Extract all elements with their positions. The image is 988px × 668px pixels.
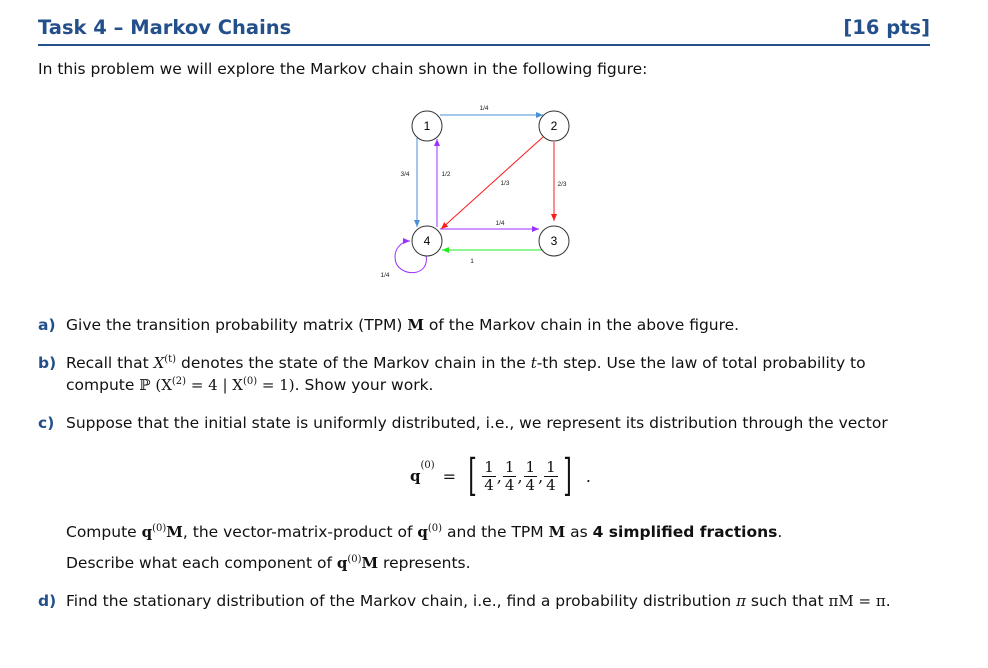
text: -th step. Use the law of total probability to [536, 354, 866, 373]
text: . Show your work. [294, 376, 434, 395]
edge-label-2-4: 1/3 [500, 180, 510, 187]
comma: , [517, 466, 523, 486]
node-label-4: 4 [423, 234, 431, 248]
fraction: $\frac{1}{4}$ [546, 457, 556, 494]
text: . [885, 592, 891, 610]
markov-chain-figure [360, 95, 600, 285]
text: compute [66, 376, 140, 395]
intro-text: In this problem we will explore the Markov chain shown in the following figure: [38, 60, 648, 78]
text: Find the stationary distribution of the Markov chain, i.e., find a probability distribution [66, 592, 737, 610]
edge-label-3-4: 1 [470, 258, 474, 265]
math-sup: (0) [427, 523, 443, 534]
math-M: M [548, 523, 566, 542]
math-q: q [336, 554, 348, 573]
math-equals: = [442, 466, 457, 486]
bold-text: 4 simplified fractions [592, 523, 778, 542]
math-pi: π [736, 592, 746, 610]
math-stationary-eq: πM = π [828, 592, 886, 610]
math-expr: = 4 | X [186, 376, 243, 395]
math-M: M [361, 554, 379, 573]
text: Describe what each component of [66, 554, 337, 573]
math-sup: (0) [420, 460, 435, 471]
math-M: M [407, 316, 424, 334]
part-c-line3 [66, 554, 471, 572]
math-sup: (2) [171, 376, 187, 387]
part-c-line2 [66, 523, 782, 541]
task-title: Task 4 – Markov Chains [38, 16, 292, 39]
math-sup: (0) [242, 376, 258, 387]
node-label-2: 2 [550, 119, 558, 133]
part-d-label: d) [38, 592, 57, 610]
period: . [585, 466, 591, 486]
edge-label-4-4: 1/4 [380, 272, 390, 279]
text: as [565, 523, 593, 542]
text: denotes the state of the Markov chain in the [176, 354, 531, 373]
comma: , [538, 466, 544, 486]
text: Recall that [66, 354, 154, 373]
part-b-line1 [66, 354, 866, 372]
math-q: q [410, 467, 421, 485]
edge-label-4-3: 1/4 [495, 220, 505, 227]
edge-label-4-1: 1/2 [441, 171, 451, 178]
text: Compute [66, 523, 142, 542]
edge-label-1-2: 1/4 [479, 105, 489, 112]
comma: , [496, 466, 502, 486]
part-a-text [66, 316, 739, 334]
math-sup: (0) [347, 554, 362, 565]
math-M: M [166, 523, 183, 542]
math-X: X [153, 354, 165, 373]
edge-label-2-3: 2/3 [557, 181, 567, 188]
fraction: $\frac{1}{4}$ [504, 457, 515, 494]
part-c-label: c) [38, 414, 55, 432]
fraction: $\frac{1}{4}$ [525, 457, 536, 494]
math-expr: ℙ (X [139, 376, 172, 395]
left-bracket: [ [468, 450, 477, 501]
fraction: $\frac{1}{4}$ [484, 457, 494, 494]
text: . [777, 523, 783, 542]
part-b-line2 [66, 376, 433, 394]
q0-equation [410, 452, 591, 500]
part-c-line1: Suppose that the initial state is uniformly distributed, i.e., we represent its distribution through the vector [66, 414, 888, 432]
node-label-3: 3 [550, 234, 558, 248]
text: of the Markov chain in the above figure. [424, 316, 740, 334]
math-q: q [141, 523, 153, 542]
math-sup: (0) [152, 523, 167, 534]
text: represents. [378, 554, 471, 573]
math-sup: (t) [164, 354, 177, 365]
text: such that [746, 592, 829, 610]
math-expr: = 1) [257, 376, 295, 395]
edge-2-4 [441, 137, 543, 229]
text: , the vector-matrix-product of [182, 523, 418, 542]
part-a-label: a) [38, 316, 56, 334]
task-header [38, 12, 930, 46]
text: and the TPM [442, 523, 549, 542]
task-points: [16 pts] [843, 16, 930, 39]
part-b-label: b) [38, 354, 57, 372]
node-label-1: 1 [423, 119, 431, 133]
text: Give the transition probability matrix (TPM) [66, 316, 408, 334]
math-t: t [530, 354, 537, 373]
right-bracket: ] [563, 450, 572, 501]
edge-label-1-4: 3/4 [400, 171, 410, 178]
math-q: q [417, 523, 428, 542]
part-d-text [66, 592, 891, 610]
